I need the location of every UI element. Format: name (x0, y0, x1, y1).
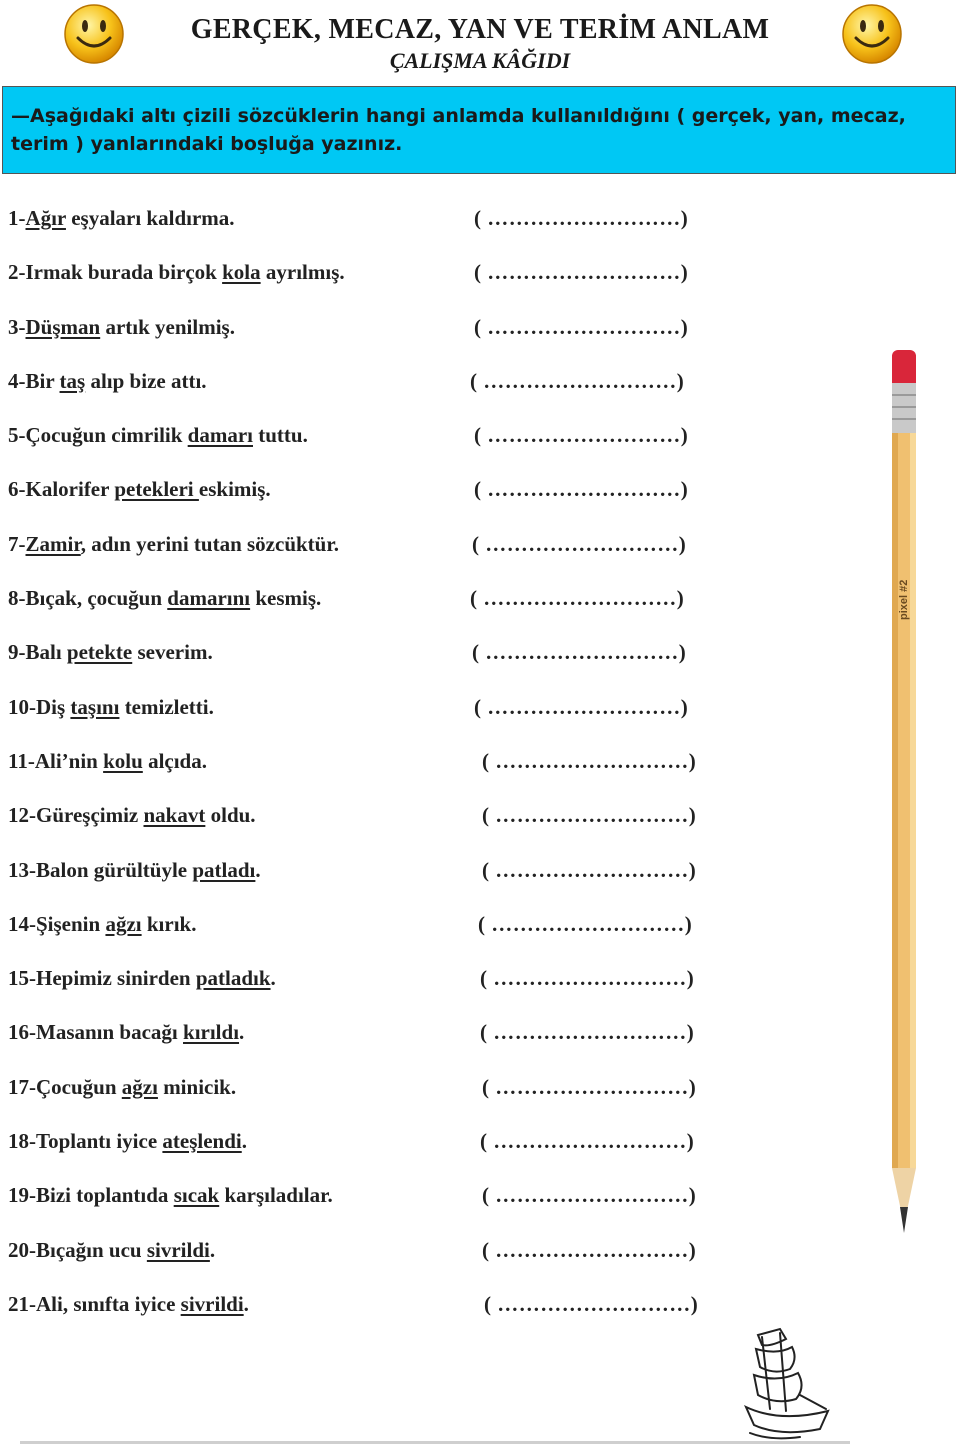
question-row (0, 469, 900, 523)
question-text-after: temizletti. (119, 694, 214, 719)
question-row (0, 1067, 900, 1121)
question-row (0, 741, 900, 795)
question-text-after: kesmiş. (250, 586, 322, 611)
answer-blank[interactable]: ( ………………………) (470, 586, 685, 611)
question-text-before: 1- (8, 206, 26, 230)
question-row (0, 1230, 900, 1284)
answer-blank[interactable]: ( ………………………) (480, 1129, 695, 1154)
instruction-line: —Aşağıdaki altı çizili sözcüklerin hangi anlamda kullanıldığını ( gerçek, yan, mecaz, (11, 105, 906, 127)
question-text (8, 477, 271, 502)
answer-blank[interactable]: ( ………………………) (474, 477, 689, 502)
question-text (8, 1020, 244, 1045)
question-text-before: 5-Çocuğun cimrilik (8, 423, 188, 448)
question-text-after: . (255, 857, 261, 882)
question-text-before: 15-Hepimiz sinirden (8, 966, 196, 991)
question-text (8, 1292, 249, 1317)
question-text (8, 749, 207, 774)
question-text (8, 586, 321, 611)
underlined-word: patladı (192, 857, 256, 882)
question-text-before: 12-Güreşçimiz (8, 803, 144, 828)
page-subtitle: ÇALIŞMA KÂĞIDI (389, 48, 571, 73)
answer-blank[interactable]: ( ………………………) (480, 966, 695, 991)
question-text-after: . (241, 1129, 247, 1154)
question-text (8, 1183, 333, 1208)
question-text-before: 20-Bıçağın ucu (8, 1237, 147, 1262)
question-text (8, 369, 207, 394)
question-text-after: . (239, 1020, 245, 1045)
question-text-after: artık yenilmiş. (100, 314, 235, 339)
underlined-word: Zamir (25, 531, 81, 556)
question-text-after: . (270, 966, 276, 991)
question-text (8, 912, 196, 937)
answer-blank[interactable]: ( ………………………) (482, 748, 697, 773)
question-text (8, 640, 213, 665)
underlined-word: kırıldı (183, 1020, 240, 1045)
question-row (0, 524, 900, 578)
answer-blank[interactable]: ( ………………………) (482, 1237, 697, 1262)
question-text-after: minicik. (157, 1074, 237, 1099)
question-row (0, 361, 900, 415)
underlined-word: kolu (103, 748, 143, 773)
underlined-word: ateşlendi (162, 1129, 242, 1154)
underlined-word: sıcak (173, 1183, 220, 1208)
question-row (0, 687, 900, 741)
question-text-after: eşyaları kaldırma. (65, 206, 235, 230)
question-row (0, 1121, 900, 1175)
question-text-after: alıp bize attı. (85, 368, 207, 393)
answer-blank[interactable]: ( ………………………) (472, 640, 687, 665)
underlined-word: sivrildi (146, 1237, 210, 1262)
question-text (8, 423, 308, 448)
underlined-word: petekleri (114, 477, 199, 502)
answer-blank[interactable]: ( ………………………) (480, 1020, 695, 1045)
question-row (0, 415, 900, 469)
question-text (8, 315, 235, 340)
question-row (0, 904, 900, 958)
underlined-word: taşını (70, 694, 120, 719)
underlined-word: damarını (167, 586, 251, 611)
underlined-word: damarı (187, 423, 253, 448)
question-text-after: alçıda. (142, 748, 207, 773)
answer-blank[interactable]: ( ………………………) (472, 531, 687, 556)
question-text (8, 966, 276, 991)
question-text-before: 21-Ali, sınıfta iyice (8, 1291, 181, 1316)
underlined-word: ağzı (105, 911, 142, 936)
question-text-after: ayrılmış. (260, 260, 345, 285)
pencil-label: pixel #2 (898, 579, 910, 620)
question-row (0, 252, 900, 306)
question-row (0, 1175, 900, 1229)
underlined-word: sivrildi (180, 1291, 244, 1316)
question-text-after: tuttu. (253, 423, 308, 448)
question-text-before: 3- (8, 314, 26, 339)
underlined-word: ağzı (121, 1074, 158, 1099)
question-text-after: , adın yerini tutan sözcüktür. (80, 531, 339, 556)
answer-blank[interactable]: ( ………………………) (470, 368, 685, 393)
question-text (8, 1075, 236, 1100)
answer-blank[interactable]: ( ………………………) (482, 857, 697, 882)
question-text (8, 1129, 247, 1154)
question-row (0, 307, 900, 361)
instruction-line: terim ) yanlarındaki boşluğa yazınız. (11, 133, 403, 155)
question-row (0, 958, 900, 1012)
question-text-before: 11-Ali’nin (8, 748, 104, 773)
page-title: GERÇEK, MECAZ, YAN VE TERİM ANLAM (190, 14, 770, 45)
answer-blank[interactable]: ( ………………………) (482, 1183, 697, 1208)
underlined-word: petekte (66, 640, 133, 665)
question-text-before: 16-Masanın bacağı (8, 1020, 184, 1045)
question-text-after: kırık. (141, 911, 197, 936)
ship-icon (740, 1325, 835, 1443)
underlined-word: kola (222, 260, 261, 285)
underlined-word: nakavt (143, 803, 206, 828)
question-text-after: oldu. (205, 803, 256, 828)
question-row (0, 795, 900, 849)
question-text-after: karşıladılar. (219, 1183, 333, 1208)
question-text-before: 10-Diş (8, 694, 71, 719)
question-text-after: severim. (132, 640, 213, 665)
question-text (8, 532, 339, 557)
answer-blank[interactable]: ( ………………………) (474, 314, 689, 339)
answer-blank[interactable]: ( ………………………) (474, 260, 689, 285)
question-list (0, 198, 900, 1338)
question-text (8, 1238, 215, 1263)
answer-blank[interactable]: ( ………………………) (484, 1291, 699, 1316)
underlined-word: patladık (195, 966, 271, 991)
instruction-box (2, 86, 956, 174)
pencil-icon (880, 345, 930, 1240)
question-text-before: 7- (8, 531, 26, 556)
question-text-before: 8-Bıçak, çocuğun (8, 586, 168, 611)
answer-blank[interactable]: ( ………………………) (482, 803, 697, 828)
answer-blank[interactable]: ( ………………………) (478, 911, 693, 936)
question-text (8, 858, 261, 883)
question-text-before: 4-Bir (8, 368, 60, 393)
question-text-before: 17-Çocuğun (8, 1074, 122, 1099)
question-text-before: 6-Kalorifer (8, 477, 115, 502)
answer-blank[interactable]: ( ………………………) (474, 694, 689, 719)
answer-blank[interactable]: ( ………………………) (482, 1074, 697, 1099)
question-row (0, 632, 900, 686)
question-text (8, 260, 345, 285)
question-text-before: 2-Irmak burada birçok (8, 260, 223, 285)
question-text-before: 13-Balon gürültüyle (8, 857, 193, 882)
question-text (8, 206, 235, 231)
underlined-word: taş (59, 368, 86, 393)
question-text-before: 18-Toplantı iyice (8, 1129, 163, 1154)
question-text (8, 803, 256, 828)
answer-blank[interactable]: ( ………………………) (474, 423, 689, 448)
question-text-before: 19-Bizi toplantıda (8, 1183, 174, 1208)
question-text (8, 695, 214, 720)
underlined-word: Ağır (25, 206, 66, 230)
question-row (0, 198, 900, 252)
question-row (0, 850, 900, 904)
question-row (0, 1012, 900, 1066)
question-row (0, 578, 900, 632)
question-text-after: . (209, 1237, 216, 1262)
question-text-after: eskimiş. (198, 477, 271, 502)
question-text-after: . (243, 1291, 249, 1316)
footer-divider (20, 1441, 850, 1444)
underlined-word: Düşman (25, 314, 101, 339)
answer-blank[interactable]: ( ………………………) (474, 206, 689, 230)
question-text-before: 9-Balı (8, 640, 67, 665)
question-text-before: 14-Şişenin (8, 911, 106, 936)
